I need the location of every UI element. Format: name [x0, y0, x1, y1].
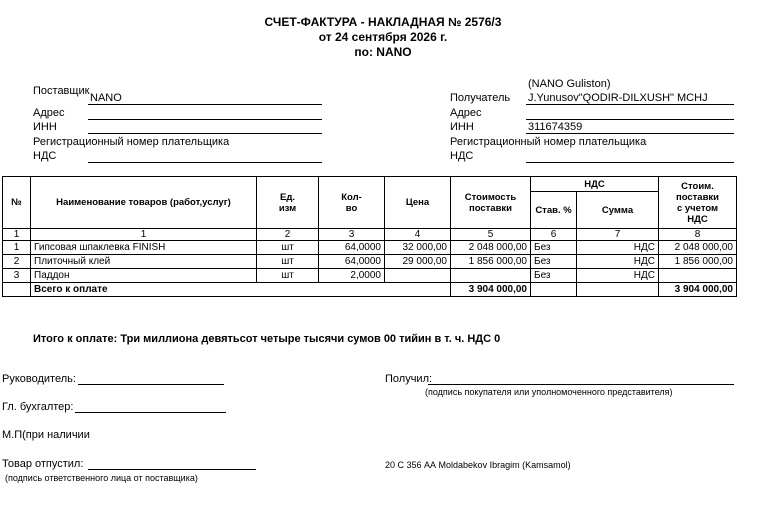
- col-header-qty-line1: Кол-: [341, 191, 362, 203]
- col-header-vat-sum: Сумма: [577, 192, 659, 229]
- col-header-cost-line1: Стоимость: [464, 191, 517, 203]
- row-no: 1: [3, 241, 31, 255]
- supplier-value: NANO: [90, 92, 122, 104]
- col-header-total-line2: поставки: [675, 191, 720, 203]
- invoice-table: [2, 176, 737, 297]
- table-row: [3, 255, 737, 269]
- row-unit: шт: [257, 269, 319, 283]
- supplier-vat-line: [88, 162, 322, 163]
- col-header-no: №: [3, 177, 31, 229]
- row-cost: 1 856 000,00: [451, 255, 531, 269]
- col-header-vat: НДС: [531, 177, 659, 192]
- released-signature-line: [88, 469, 256, 470]
- row-cost: [451, 269, 531, 283]
- row-vat-sum: НДС: [577, 269, 659, 283]
- col-header-cost-line2: поставки: [468, 202, 513, 214]
- row-unit: шт: [257, 255, 319, 269]
- total-row: [3, 283, 737, 297]
- col-number: 8: [659, 229, 737, 241]
- col-header-total-line3: с учетом: [676, 202, 719, 214]
- total-with-vat: 3 904 000,00: [659, 283, 737, 297]
- col-number: 2: [257, 229, 319, 241]
- col-number: 3: [319, 229, 385, 241]
- recipient-line: [526, 104, 734, 105]
- row-total: [659, 269, 737, 283]
- row-total: 2 048 000,00: [659, 241, 737, 255]
- supplier-vat-label: НДС: [33, 150, 57, 162]
- row-name: Плиточный клей: [31, 255, 257, 269]
- column-number-row: [3, 229, 737, 241]
- col-header-unit-line2: изм: [278, 202, 297, 214]
- supplier-address-line: [88, 119, 322, 120]
- table-row: [3, 241, 737, 255]
- col-header-cost: [451, 177, 531, 229]
- recipient-label: Получатель: [450, 92, 511, 104]
- col-number: 4: [385, 229, 451, 241]
- total-label: Всего к оплате: [31, 283, 451, 297]
- row-vat-rate: Без: [531, 241, 577, 255]
- received-note: (подпись покупателя или уполномоченного представителя): [425, 387, 673, 397]
- row-price: 29 000,00: [385, 255, 451, 269]
- recipient-inn-label: ИНН: [450, 121, 474, 133]
- row-qty: 64,0000: [319, 255, 385, 269]
- col-header-unit-line1: Ед.: [279, 191, 295, 203]
- table-row: [3, 269, 737, 283]
- row-name: Гипсовая шпаклевка FINISH: [31, 241, 257, 255]
- col-header-qty: [319, 177, 385, 229]
- row-price: 32 000,00: [385, 241, 451, 255]
- row-price: [385, 269, 451, 283]
- col-header-vat-rate: Став. %: [531, 192, 577, 229]
- col-header-name: Наименование товаров (работ,услуг): [31, 177, 257, 229]
- accountant-label: Гл. бухгалтер:: [2, 401, 74, 413]
- row-qty: 64,0000: [319, 241, 385, 255]
- director-label: Руководитель:: [2, 373, 76, 385]
- row-qty: 2,0000: [319, 269, 385, 283]
- total-row-blank: [3, 283, 31, 297]
- received-label: Получил:: [385, 373, 433, 385]
- col-number: 1: [3, 229, 31, 241]
- row-vat-sum: НДС: [577, 241, 659, 255]
- row-no: 3: [3, 269, 31, 283]
- col-header-total-line4: НДС: [687, 213, 708, 225]
- total-cost: 3 904 000,00: [451, 283, 531, 297]
- transport-info: 20 С 356 АА Moldabekov Ibragim (Kamsamol): [385, 460, 571, 470]
- col-header-total: [659, 177, 737, 229]
- row-name: Паддон: [31, 269, 257, 283]
- supplier-line: [88, 104, 322, 105]
- stamp-label: М.П(при наличии: [2, 429, 90, 441]
- total-row-blank: [531, 283, 577, 297]
- recipient-inn-value: 311674359: [528, 121, 583, 133]
- row-no: 2: [3, 255, 31, 269]
- supplier-reg-label: Регистрационный номер плательщика: [33, 136, 230, 148]
- supplier-label: Поставщик: [33, 85, 90, 97]
- col-header-total-line1: Стоим.: [681, 180, 714, 192]
- recipient-address-line: [526, 119, 734, 120]
- received-signature-line: [428, 384, 734, 385]
- row-vat-rate: Без: [531, 255, 577, 269]
- recipient-inn-line: [526, 133, 734, 134]
- row-vat-rate: Без: [531, 269, 577, 283]
- recipient-reg-label: Регистрационный номер плательщика: [450, 136, 647, 148]
- col-header-price: Цена: [385, 177, 451, 229]
- released-label: Товар отпустил:: [2, 458, 84, 470]
- director-signature-line: [78, 384, 224, 385]
- invoice-date: от 24 сентября 2026 г.: [318, 30, 448, 44]
- accountant-signature-line: [75, 412, 226, 413]
- recipient-vat-line: [526, 162, 734, 163]
- col-header-qty-line2: во: [345, 202, 358, 214]
- recipient-note: (NANO Guliston): [528, 78, 611, 90]
- row-unit: шт: [257, 241, 319, 255]
- row-vat-sum: НДС: [577, 255, 659, 269]
- col-number: 6: [531, 229, 577, 241]
- col-number: 7: [577, 229, 659, 241]
- invoice-basis: по: NANO: [354, 45, 412, 59]
- row-total: 1 856 000,00: [659, 255, 737, 269]
- recipient-vat-label: НДС: [450, 150, 474, 162]
- total-row-blank: [577, 283, 659, 297]
- supplier-address-label: Адрес: [33, 107, 65, 119]
- col-header-unit: [257, 177, 319, 229]
- col-number: 1: [31, 229, 257, 241]
- invoice-title: СЧЕТ-ФАКТУРА - НАКЛАДНАЯ № 2576/3: [264, 15, 502, 29]
- amount-in-words: Итого к оплате: Три миллиона девятьсот четыре тысячи сумов 00 тийин в т. ч. НДС 0: [33, 333, 501, 345]
- col-number: 5: [451, 229, 531, 241]
- released-note: (подпись ответственного лица от поставщика): [5, 473, 198, 483]
- supplier-inn-line: [88, 133, 322, 134]
- supplier-inn-label: ИНН: [33, 121, 57, 133]
- row-cost: 2 048 000,00: [451, 241, 531, 255]
- recipient-address-label: Адрес: [450, 107, 482, 119]
- recipient-value: J.Yunusov"QODIR-DILXUSH" MCHJ: [528, 92, 708, 104]
